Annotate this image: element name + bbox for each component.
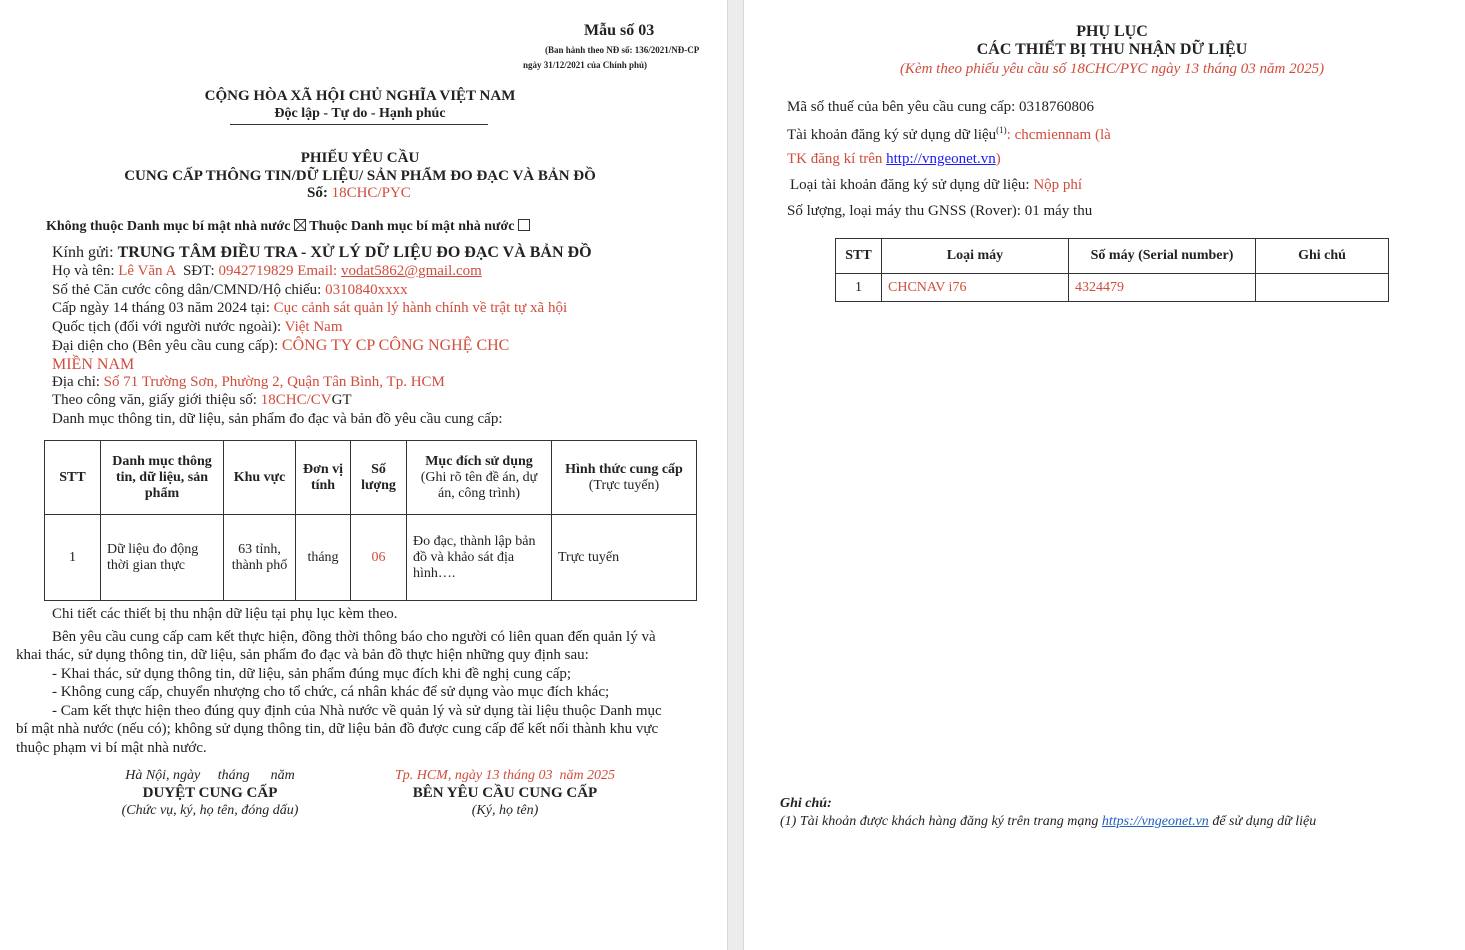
appendix-subtitle: CÁC THIẾT BỊ THU NHẬN DỮ LIỆU [976,41,1248,58]
email-label: Email: [297,263,338,279]
request-number [307,185,411,202]
device-header-note: Ghi chú [1256,239,1389,274]
secret-yes-label: Thuộc Danh mục bí mật nhà nước [309,219,515,234]
header-unit: Đơn vị tính [296,441,351,515]
tax-value: 0318760806 [1019,99,1094,115]
rule-1: - Khai thác, sử dụng thông tin, dữ liệu, sản phẩm đúng mục đích khi đề nghị cung cấp; [52,666,572,682]
device-count: Số lượng, loại máy thu GNSS (Rover): 01 máy thu [787,203,1093,219]
commitment-line-1: Bên yêu cầu cung cấp cam kết thực hiện, đồng thời thông báo cho người có liên quan đến quản lý và [52,629,656,645]
cell-purpose: Đo đạc, thành lập bản đồ và khảo sát địa hình…. [407,515,552,601]
table-row [836,274,1389,302]
rule-3-end: thuộc phạm vi bí mật nhà nước. [16,740,207,756]
table-header-row [45,441,697,515]
address-label: Địa chỉ: [52,374,100,390]
account-label: Tài khoản đăng ký sử dụng dữ liệu [787,127,997,143]
device-cell-serial: 4324479 [1069,274,1256,302]
note-text: (1) Tài khoản được khách hàng đăng ký trên trang mạng [780,814,1099,829]
table-row [45,515,697,601]
detail-note: Chi tiết các thiết bị thu nhận dữ liệu tại phụ lục kèm theo. [52,606,398,622]
appendix-title: PHỤ LỤC [1076,23,1148,40]
phone-label: SĐT: [182,263,215,279]
letter-value: 18CHC/CV [260,392,332,408]
title-line-2: CUNG CẤP THÔNG TIN/DỮ LIỆU/ SẢN PHẨM ĐO ĐẠC VÀ BẢN ĐỒ [124,168,596,184]
addressee-value: TRUNG TÂM ĐIỀU TRA - XỬ LÝ DỮ LIỆU ĐO ĐẠC VÀ BẢN ĐỒ [117,244,592,261]
address-value: Số 71 Trường Sơn, Phường 2, Quận Tân Bình, Tp. HCM [103,374,445,390]
account-line-2 [787,151,1001,168]
left-page [0,0,727,950]
account-close-paren: ) [995,151,1001,167]
header-area: Khu vực [224,441,296,515]
empty-box-icon[interactable] [518,219,530,231]
letter-value-suffix: GT [331,392,352,408]
request-number-value: 18CHC/PYC [331,185,411,201]
title-line-1: PHIẾU YÊU CẦU [300,150,420,166]
name-label: Họ và tên: [52,263,115,279]
nationality-value: Việt Nam [284,319,343,335]
name-line [52,263,482,280]
email-link[interactable]: vodat5862@gmail.com [340,263,482,279]
form-basis-line-2: ngày 31/12/2021 của Chính phủ) [523,60,648,70]
representative-label: Đại diện cho (Bên yêu cầu cung cấp): [52,338,279,354]
letter-line [52,392,352,409]
device-header-model: Loại máy [882,239,1069,274]
representative-value-cont: MIỀN NAM [52,356,135,373]
device-cell-stt: 1 [836,274,882,302]
rule-2: - Không cung cấp, chuyển nhượng cho tổ chức, cá nhân khác để sử dụng vào mục đích khác; [52,684,610,700]
note-text-line [780,814,1316,830]
header-method [552,441,697,515]
appendix-reference: (Kèm theo phiếu yêu cầu số 18CHC/PYC ngày 13 tháng 03 năm 2025) [899,61,1325,77]
device-cell-model: CHCNAV i76 [882,274,1069,302]
representative-line [52,337,509,355]
header-method-note: (Trực tuyến) [588,477,660,493]
addressee-label: Kính gửi: [52,244,114,261]
rule-3: - Cam kết thực hiện theo đúng quy định của Nhà nước về quản lý và sử dụng tài liệu thuộc Danh mục [52,703,662,719]
device-cell-note [1256,274,1389,302]
device-table [835,238,1389,302]
account-type-label: Loại tài khoản đăng ký sử dụng dữ liệu: [790,177,1030,193]
note-title: Ghi chú: [780,796,832,811]
issued-label: Cấp ngày 14 tháng 03 năm 2024 tại: [52,300,270,316]
approver-title: DUYỆT CUNG CẤP [142,785,278,801]
account-type-value: Nộp phí [1033,177,1083,193]
device-header-serial: Số máy (Serial number) [1069,239,1256,274]
header-purpose-title: Mục đích sử dụng [425,453,533,469]
device-header-row [836,239,1389,274]
cell-unit: tháng [296,515,351,601]
page-gap [727,0,744,950]
commitment-line-2: khai thác, sử dụng thông tin, dữ liệu, sản phẩm đo đạc và bản đồ thực hiện những quy định sau: [16,647,589,663]
request-number-label: Số: [307,185,328,201]
secret-classification [46,219,530,235]
device-header-stt: STT [836,239,882,274]
approver-date: Hà Nội, ngày tháng năm [125,768,295,783]
account-footnote-ref: (1) [996,125,1007,135]
rule-3-cont: bí mật nhà nước (nếu có); không sử dụng thông tin, dữ liệu bản đồ được cung cấp để kết nối thành khu vực [16,721,659,737]
cell-stt: 1 [45,515,101,601]
list-intro: Danh mục thông tin, dữ liệu, sản phẩm đo đạc và bản đồ yêu cầu cung cấp: [52,411,503,427]
nation-heading: CỘNG HÒA XÃ HỘI CHỦ NGHĨA VIỆT NAM [204,88,516,104]
note-tail: để sử dụng dữ liệu [1212,814,1317,829]
issued-value: Cục cảnh sát quản lý hành chính về trật tự xã hội [273,300,568,316]
name-value: Lê Văn A [118,263,176,279]
header-purpose [407,441,552,515]
requester-title: BÊN YÊU CẦU CUNG CẤP [412,785,598,801]
account-type-line [790,177,1082,194]
header-qty: Số lượng [351,441,407,515]
issued-line [52,300,567,317]
id-line [52,282,408,299]
id-label: Số thẻ Căn cước công dân/CMND/Hộ chiếu: [52,282,322,298]
right-page [744,0,1465,950]
account-value: : chcmiennam (là [1006,127,1111,143]
motto: Độc lập - Tự do - Hạnh phúc [274,106,446,121]
requester-date: Tp. HCM, ngày 13 tháng 03 năm 2025 [394,768,616,783]
nationality-label: Quốc tịch (đối với người nước ngoài): [52,319,282,335]
tax-label: Mã số thuế của bên yêu cầu cung cấp: [787,99,1016,115]
id-value: 0310840xxxx [325,282,408,298]
nationality-line [52,319,343,336]
secret-no-label: Không thuộc Danh mục bí mật nhà nước [46,219,291,234]
addressee-line [52,244,592,262]
cell-qty: 06 [351,515,407,601]
cell-method: Trực tuyến [552,515,697,601]
header-purpose-note: (Ghi rõ tên đề án, dự án, công trình) [420,469,538,501]
requester-note: (Ký, họ tên) [471,803,539,818]
header-method-title: Hình thức cung cấp [565,461,683,477]
form-basis-line-1: (Ban hành theo NĐ số: 136/2021/NĐ-CP [545,45,700,55]
account-registered-text: TK đăng kí trên [787,151,883,167]
header-stt: STT [45,441,101,515]
checked-box-icon[interactable] [294,219,306,231]
motto-underline [230,124,488,125]
vngeonet-link[interactable]: http://vngeonet.vn [886,151,996,167]
representative-value: CÔNG TY CP CÔNG NGHỆ CHC [281,337,510,354]
account-line [787,125,1111,144]
form-number: Mẫu số 03 [584,22,655,39]
cell-area: 63 tỉnh, thành phố [224,515,296,601]
address-line [52,374,445,391]
approver-note: (Chức vụ, ký, họ tên, đóng dấu) [121,803,299,818]
note-link[interactable]: https://vngeonet.vn [1101,814,1209,829]
request-table [44,440,697,601]
tax-line [787,99,1094,116]
cell-catalog: Dữ liệu đo động thời gian thực [101,515,224,601]
letter-label: Theo công văn, giấy giới thiệu số: [52,392,257,408]
phone-value: 0942719829 [218,263,294,279]
header-catalog: Danh mục thông tin, dữ liệu, sản phẩm [101,441,224,515]
